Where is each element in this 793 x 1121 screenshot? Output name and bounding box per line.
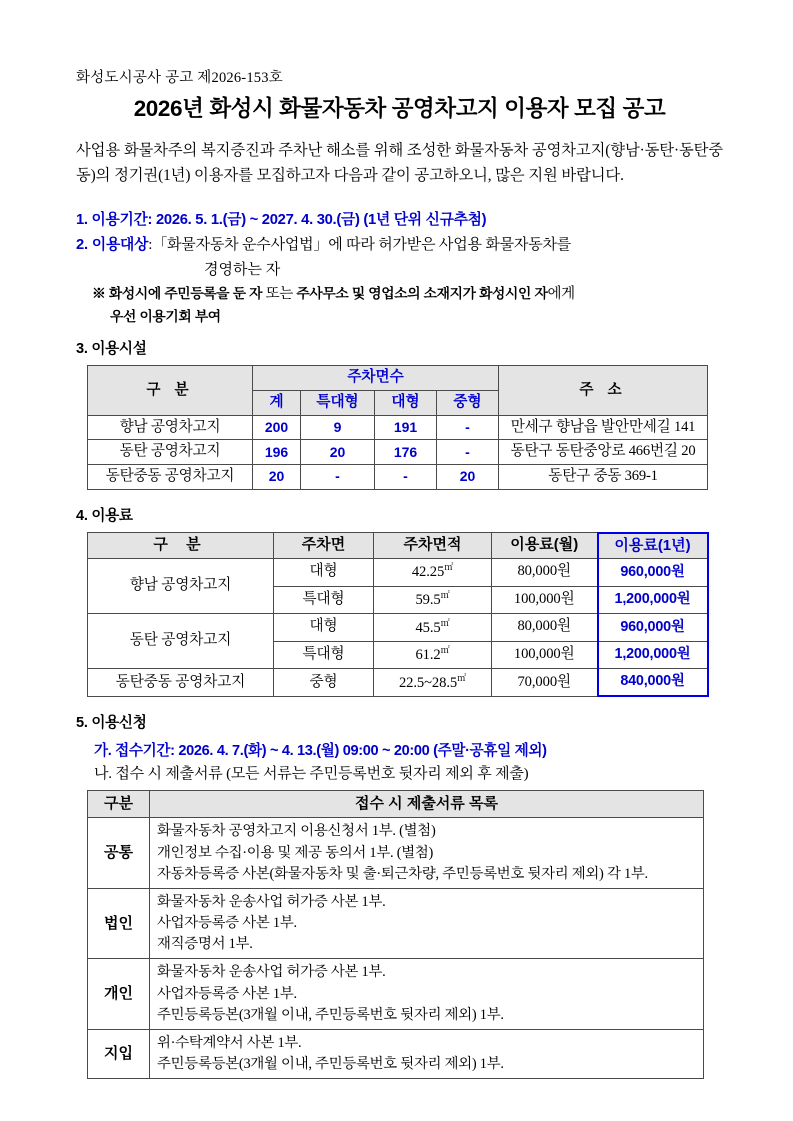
- table-row: [88, 558, 708, 586]
- table-row: [88, 440, 708, 465]
- facility-extra-large: -: [301, 465, 375, 490]
- facilities-header-total: 계: [253, 390, 301, 415]
- facility-medium: -: [437, 440, 499, 465]
- priority-note-continuation: 우선 이용기회 부여: [110, 309, 221, 325]
- fee-month: 100,000원: [492, 641, 598, 669]
- list-item: 화물자동차 운송사업 허가증 사본 1부.: [157, 964, 386, 981]
- item-eligibility-text: :「화물자동차 운수사업법」에 따라 허가받은 사업용 화물자동차를: [148, 237, 572, 254]
- docs-list: [150, 888, 704, 959]
- fees-header-row: [88, 533, 708, 559]
- facility-address: 만세구 향남읍 발안만세길 141: [499, 415, 708, 440]
- list-item: 주민등록등본(3개월 이내, 주민등록번호 뒷자리 제외) 1부.: [157, 1006, 504, 1023]
- facilities-header-medium: 중형: [437, 390, 499, 415]
- fee-month: 70,000원: [492, 669, 598, 697]
- list-item: 위·수탁계약서 사본 1부.: [157, 1035, 302, 1051]
- facility-total: 200: [253, 415, 301, 440]
- table-row: [88, 614, 708, 642]
- facilities-header-row-1: [88, 366, 708, 391]
- list-item: 사업자등록증 사본 1부.: [157, 985, 297, 1002]
- docs-list: [150, 818, 704, 889]
- docs-category: 개인: [88, 959, 150, 1030]
- facility-category: 향남 공영차고지: [88, 415, 253, 440]
- documents-table: [87, 790, 704, 1079]
- fee-area: 22.5~28.5㎡: [374, 669, 492, 697]
- facility-total: 196: [253, 440, 301, 465]
- table-row: [88, 669, 708, 697]
- docs-header-category: 구분: [88, 791, 150, 818]
- item-eligibility: [76, 234, 723, 257]
- facility-extra-large: 9: [301, 415, 375, 440]
- list-item: 개인정보 수집·이용 및 제공 동의서 1부. (별첨): [157, 844, 434, 861]
- priority-note-part2: 주사무소 및 영업소의 소재지가 화성시인 자: [292, 285, 548, 301]
- facility-extra-large: 20: [301, 440, 375, 465]
- fee-space-type: 특대형: [274, 586, 374, 614]
- facility-large: 191: [375, 415, 437, 440]
- list-item: 사업자등록증 사본 1부.: [157, 915, 297, 932]
- facility-large: -: [375, 465, 437, 490]
- table-row: [88, 959, 704, 1030]
- fee-year: 960,000원: [598, 558, 708, 586]
- application-documents-note: 나. 접수 시 제출서류 (모든 서류는 주민등록번호 뒷자리 제외 후 제출): [94, 766, 529, 783]
- fee-area: 45.5㎡: [374, 614, 492, 642]
- section-heading-application: 5. 이용신청: [76, 715, 147, 732]
- table-row: [88, 888, 704, 959]
- fees-table: [87, 532, 709, 697]
- item-eligibility-label: 2. 이용대상: [76, 237, 149, 254]
- facilities-header-extra-large: 특대형: [301, 390, 375, 415]
- list-item: 재직증명서 1부.: [157, 936, 253, 953]
- list-item: 주민등록등본(3개월 이내, 주민등록번호 뒷자리 제외) 1부.: [157, 1056, 504, 1073]
- fees-header-area: 주차면적: [374, 533, 492, 559]
- docs-header-list: 접수 시 제출서류 목록: [150, 791, 704, 818]
- facilities-header-category: 구 분: [88, 366, 253, 415]
- docs-list: [150, 1030, 704, 1079]
- docs-category: 지입: [88, 1030, 150, 1079]
- facilities-header-large: 대형: [375, 390, 437, 415]
- docs-list: [150, 959, 704, 1030]
- intro-paragraph: 사업용 화물차주의 복지증진과 주차난 해소를 위해 조성한 화물자동차 공영차고지(향남·동탄·동탄중동)의 정기권(1년) 이용자를 모집하고자 다음과 같이 공고하오니, 많은 지원 바랍니다.: [76, 142, 723, 184]
- docs-category: 공통: [88, 818, 150, 889]
- fee-space-type: 중형: [274, 669, 374, 697]
- facility-total: 20: [253, 465, 301, 490]
- item-eligibility-continuation: 경영하는 자: [204, 261, 281, 278]
- facility-medium: -: [437, 415, 499, 440]
- fee-space-type: 대형: [274, 614, 374, 642]
- fee-month: 80,000원: [492, 614, 598, 642]
- fees-header-category: 구 분: [88, 533, 274, 559]
- fee-space-type: 특대형: [274, 641, 374, 669]
- application-period: 가. 접수기간: 2026. 4. 7.(화) ~ 4. 13.(월) 09:00 ~ 20:00 (주말·공휴일 제외): [94, 743, 547, 760]
- fee-area: 59.5㎡: [374, 586, 492, 614]
- list-item: 화물자동차 공영차고지 이용신청서 1부. (별첨): [157, 823, 436, 840]
- fee-category: 동탄 공영차고지: [88, 614, 274, 669]
- facilities-header-spaces-group: 주차면수: [253, 366, 499, 391]
- table-row: [88, 1030, 704, 1079]
- facilities-header-address: 주 소: [499, 366, 708, 415]
- fee-month: 100,000원: [492, 586, 598, 614]
- fee-area: 61.2㎡: [374, 641, 492, 669]
- facility-category: 동탄 공영차고지: [88, 440, 253, 465]
- fee-category: 향남 공영차고지: [88, 558, 274, 613]
- fee-area: 42.25㎡: [374, 558, 492, 586]
- fee-year: 1,200,000원: [598, 641, 708, 669]
- fees-header-fee-year: 이용료(1년): [598, 533, 708, 559]
- fees-header-fee-month: 이용료(월): [492, 533, 598, 559]
- section-heading-fees: 4. 이용료: [76, 507, 133, 524]
- fee-month: 80,000원: [492, 558, 598, 586]
- section-heading-facilities: 3. 이용시설: [76, 341, 147, 358]
- fee-category: 동탄중동 공영차고지: [88, 669, 274, 697]
- table-row: [88, 818, 704, 889]
- item-usage-period: 1. 이용기간: 2026. 5. 1.(금) ~ 2027. 4. 30.(금) (1년 단위 신규추첨): [76, 211, 487, 228]
- priority-note-tail: 에게: [547, 285, 575, 302]
- document-number: 화성도시공사 공고 제2026-153호: [76, 70, 283, 86]
- priority-note-or: 또는: [265, 285, 293, 302]
- docs-header-row: [88, 791, 704, 818]
- facility-medium: 20: [437, 465, 499, 490]
- fee-year: 1,200,000원: [598, 586, 708, 614]
- list-item: 자동차등록증 사본(화물자동차 및 출·퇴근차량, 주민등록번호 뒷자리 제외) 각 1부.: [157, 865, 648, 882]
- facility-category: 동탄중동 공영차고지: [88, 465, 253, 490]
- table-row: [88, 415, 708, 440]
- priority-note-part1: ※ 화성시에 주민등록을 둔 자: [92, 285, 266, 301]
- fee-year: 960,000원: [598, 614, 708, 642]
- fee-year: 840,000원: [598, 669, 708, 697]
- page-title: 2026년 화성시 화물자동차 공영차고지 이용자 모집 공고: [133, 96, 666, 121]
- list-item: 화물자동차 운송사업 허가증 사본 1부.: [157, 893, 386, 910]
- fee-space-type: 대형: [274, 558, 374, 586]
- priority-note: [76, 283, 723, 305]
- table-row: [88, 465, 708, 490]
- fees-header-space-type: 주차면: [274, 533, 374, 559]
- docs-category: 법인: [88, 888, 150, 959]
- facility-address: 동탄구 중동 369-1: [499, 465, 708, 490]
- facilities-table: [87, 365, 708, 489]
- facility-large: 176: [375, 440, 437, 465]
- facility-address: 동탄구 동탄중앙로 466번길 20: [499, 440, 708, 465]
